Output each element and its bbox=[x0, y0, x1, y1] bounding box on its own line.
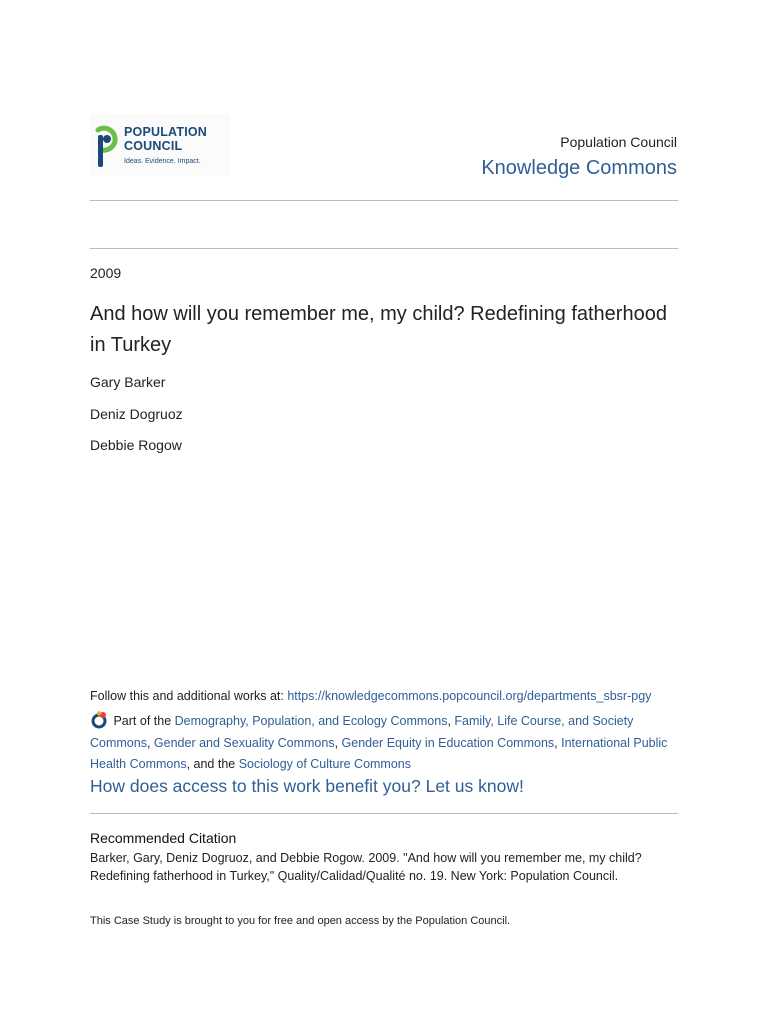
commons-link-gender-equity[interactable]: Gender Equity in Education Commons bbox=[341, 735, 555, 750]
logo-tagline: Ideas. Evidence. Impact. bbox=[124, 157, 201, 165]
commons-link-public-health[interactable]: International Public Health Commons bbox=[90, 735, 668, 771]
document-title: And how will you remember me, my child? Redefining fatherhood in Turkey bbox=[90, 303, 667, 356]
logo-line2: COUNCIL bbox=[124, 139, 183, 153]
population-council-logo[interactable] bbox=[90, 114, 230, 176]
repo-name-link[interactable]: Knowledge Commons bbox=[481, 157, 677, 179]
commons-link-gender-sexuality[interactable]: Gender and Sexuality Commons bbox=[153, 735, 335, 750]
follow-text: Follow this and additional works at: bbox=[90, 689, 288, 703]
separator: , bbox=[146, 735, 154, 750]
divider-citation bbox=[90, 813, 678, 814]
logo-text bbox=[124, 126, 207, 165]
divider-second bbox=[90, 248, 678, 249]
partof-prefix: Part of the bbox=[110, 714, 175, 728]
divider-top bbox=[90, 200, 678, 201]
and-the-text: , and the bbox=[186, 757, 239, 771]
logo-line1: POPULATION bbox=[124, 124, 208, 139]
citation-text: Barker, Gary, Deniz Dogruoz, and Debbie Rogow. 2009. "And how will you remember me, my child? Redefining fatherhood in Turkey," Quality/Calidad/Qualité no. 19. New York: Population Council. bbox=[90, 851, 642, 883]
separator: , bbox=[447, 714, 455, 728]
separator: , bbox=[554, 735, 562, 750]
follow-url-link[interactable]: https://knowledgecommons.popcouncil.org/departments_sbsr-pgy bbox=[287, 689, 652, 703]
bepress-commons-icon bbox=[90, 711, 108, 729]
org-name: Population Council bbox=[560, 134, 677, 150]
access-note: This Case Study is brought to you for free and open access by the Population Council. bbox=[90, 915, 511, 927]
publication-year: 2009 bbox=[90, 265, 122, 281]
logo-mark-icon bbox=[90, 120, 120, 170]
follow-line bbox=[90, 689, 690, 703]
part-of-commons bbox=[90, 711, 678, 776]
separator: , bbox=[334, 735, 342, 750]
commons-link-demography[interactable]: Demography, Population, and Ecology Commons bbox=[174, 714, 448, 728]
author-1[interactable]: Gary Barker bbox=[90, 374, 166, 390]
benefit-feedback-link[interactable]: How does access to this work benefit you? Let us know! bbox=[90, 776, 524, 796]
commons-link-sociology[interactable]: Sociology of Culture Commons bbox=[238, 757, 411, 771]
commons-link-family[interactable]: Family, Life Course, and Society Commons bbox=[90, 714, 634, 750]
author-3[interactable]: Debbie Rogow bbox=[90, 437, 182, 453]
recommended-citation-label: Recommended Citation bbox=[90, 830, 237, 846]
author-2[interactable]: Deniz Dogruoz bbox=[90, 406, 183, 422]
